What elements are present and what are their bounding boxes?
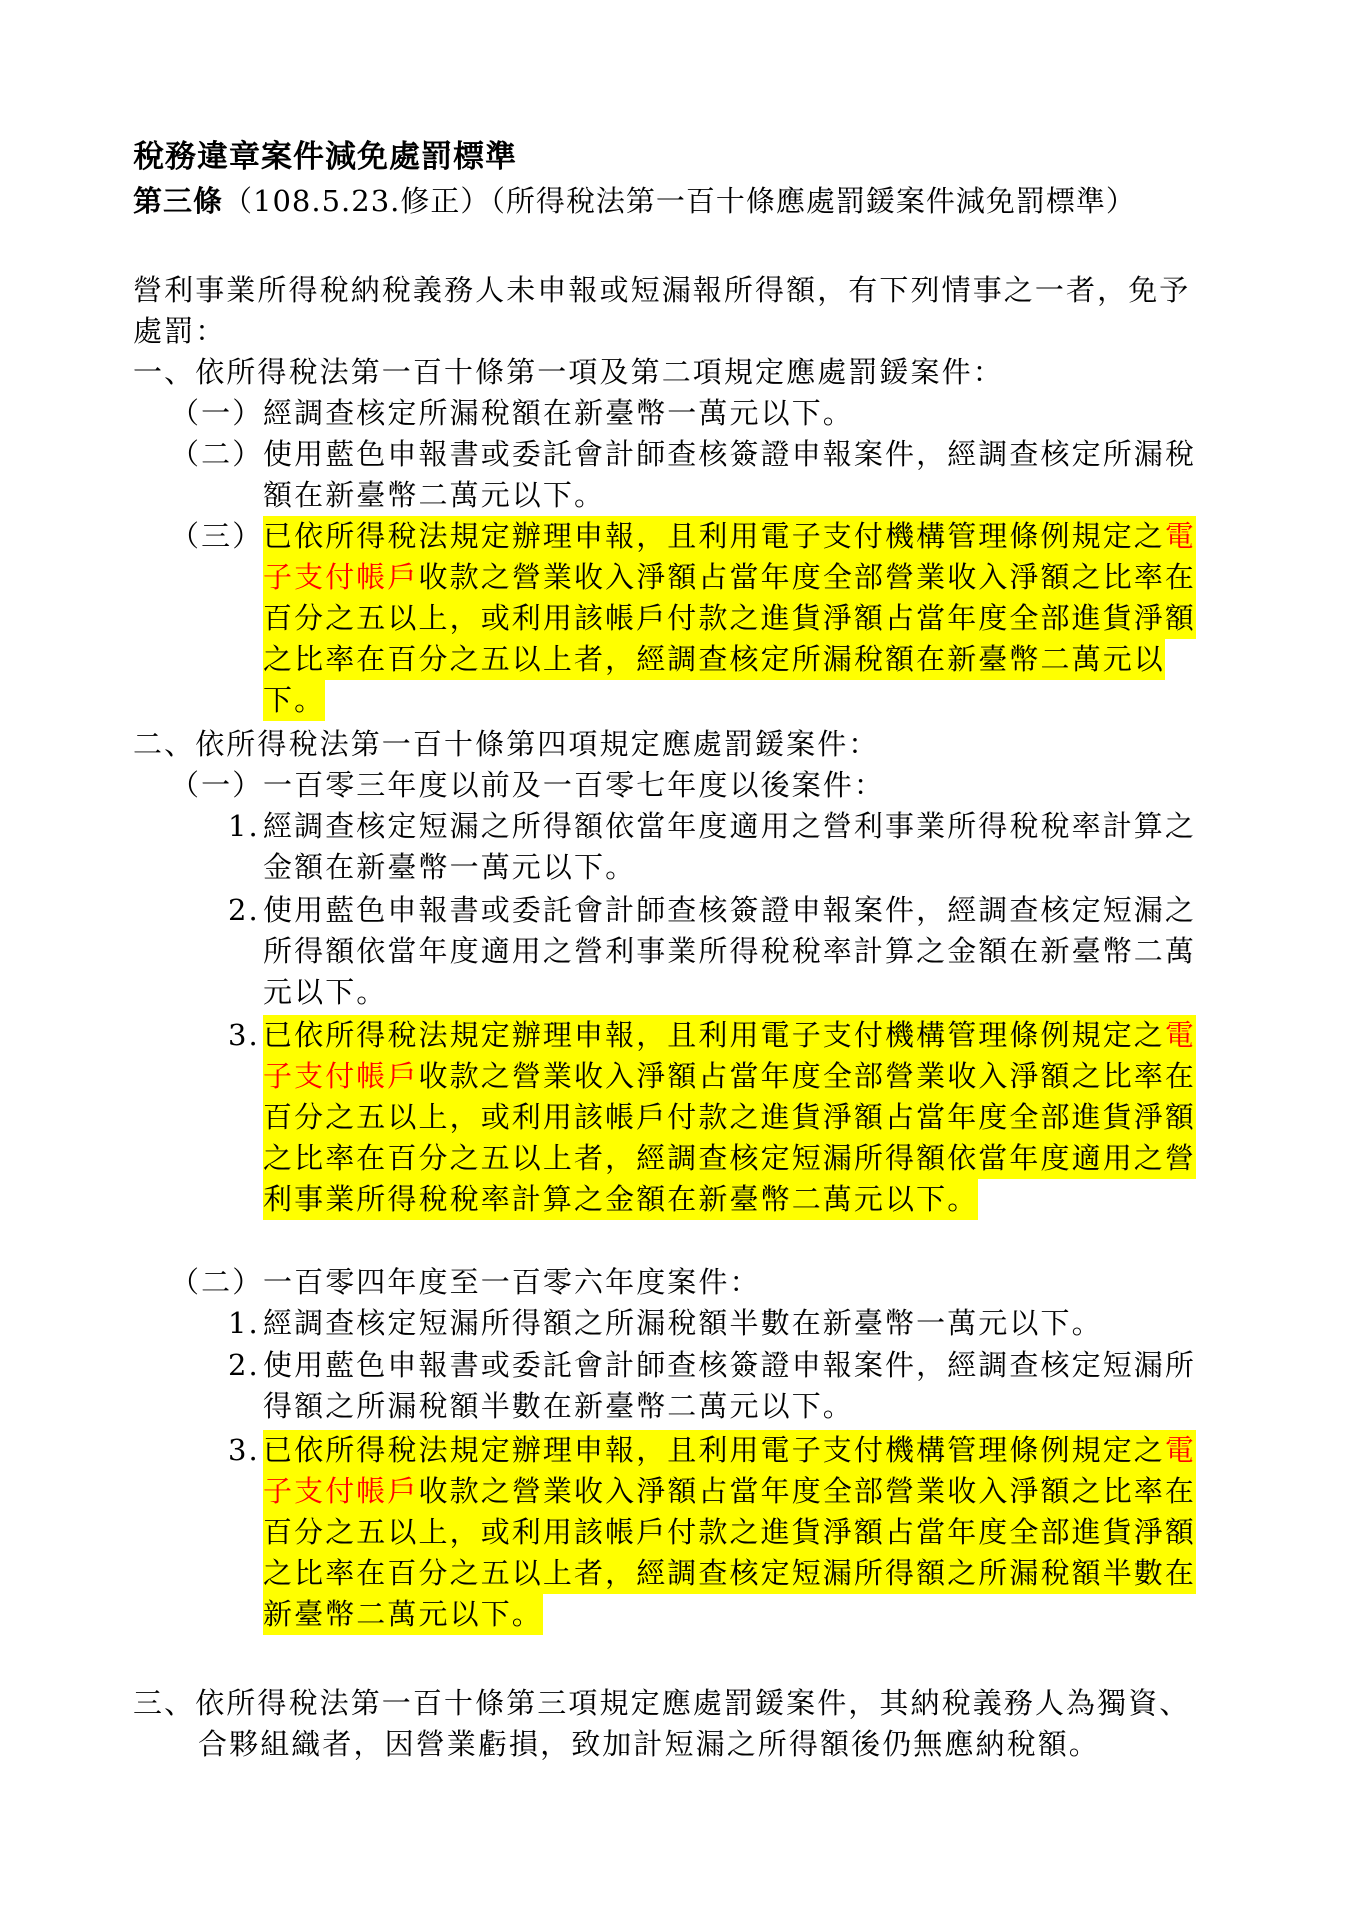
highlighted-segment: 收款之營業收入淨額占當年度全部營業收入淨額之比率在 [418, 1059, 1197, 1093]
list-item-text: 經調查核定所漏稅額在新臺幣一萬元以下。 [263, 396, 854, 430]
intro-line: 處罰： [133, 314, 227, 348]
section-text: 合夥組織者，因營業虧損，致加計短漏之所得額後仍無應納稅額。 [198, 1727, 1100, 1761]
list-item-marker: 1. [228, 809, 260, 843]
highlighted-text: 利事業所得稅稅率計算之金額在新臺幣二萬元以下。 [263, 1179, 978, 1219]
list-item-marker: 1. [228, 1306, 260, 1340]
highlighted-text [263, 557, 1196, 597]
article-date: （108.5.23.修正） [223, 184, 491, 218]
highlighted-text: 百分之五以上，或利用該帳戶付款之進貨淨額占當年度全部進貨淨額 [263, 1097, 1196, 1137]
subsection-title: 一百零三年度以前及一百零七年度以後案件： [263, 768, 886, 802]
list-item-marker: 3. [228, 1018, 260, 1052]
section-heading: 一、依所得稅法第一百十條第一項及第二項規定應處罰鍰案件： [133, 355, 1004, 389]
section-heading: 三、依所得稅法第一百十條第三項規定應處罰鍰案件，其納稅義務人為獨資、 [133, 1686, 1191, 1720]
highlighted-text: 百分之五以上，或利用該帳戶付款之進貨淨額占當年度全部進貨淨額 [263, 598, 1196, 638]
highlighted-text: 之比率在百分之五以上者，經調查核定所漏稅額在新臺幣二萬元以 [263, 639, 1165, 679]
list-item-marker: 2. [228, 893, 260, 927]
red-emphasis: 子支付帳戶 [263, 1474, 419, 1508]
list-item-marker: （一） [170, 396, 264, 430]
highlighted-text [263, 1471, 1196, 1511]
highlighted-text [263, 1015, 1196, 1055]
red-emphasis: 電 [1164, 519, 1197, 553]
document-title: 稅務違章案件減免處罰標準 [133, 139, 517, 175]
list-item-marker: （二） [170, 437, 264, 471]
red-emphasis: 電 [1164, 1018, 1197, 1052]
highlighted-text: 百分之五以上，或利用該帳戶付款之進貨淨額占當年度全部進貨淨額 [263, 1512, 1196, 1552]
list-item-marker: （三） [170, 519, 264, 553]
article-subject: （所得稅法第一百十條應處罰鍰案件減免罰標準） [490, 184, 1136, 218]
highlighted-text: 之比率在百分之五以上者，經調查核定短漏所得額之所漏稅額半數在 [263, 1553, 1196, 1593]
highlighted-text [263, 1056, 1196, 1096]
list-item-text: 金額在新臺幣一萬元以下。 [263, 850, 637, 884]
highlighted-segment: 已依所得稅法規定辦理申報，且利用電子支付機構管理條例規定之 [263, 519, 1165, 553]
list-item-text: 使用藍色申報書或委託會計師查核簽證申報案件，經調查核定短漏所 [263, 1348, 1197, 1382]
highlighted-segment: 已依所得稅法規定辦理申報，且利用電子支付機構管理條例規定之 [263, 1018, 1165, 1052]
list-item-text: 元以下。 [263, 975, 388, 1009]
highlighted-segment: 收款之營業收入淨額占當年度全部營業收入淨額之比率在 [418, 560, 1197, 594]
highlighted-text: 之比率在百分之五以上者，經調查核定短漏所得額依當年度適用之營 [263, 1138, 1196, 1178]
list-item-text: 得額之所漏稅額半數在新臺幣二萬元以下。 [263, 1389, 854, 1423]
article-heading-line [133, 181, 1136, 221]
list-item-marker: （一） [170, 768, 264, 802]
highlighted-text: 下。 [263, 680, 325, 720]
red-emphasis: 子支付帳戶 [263, 1059, 419, 1093]
highlighted-text [263, 516, 1196, 556]
list-item-text: 所得額依當年度適用之營利事業所得稅稅率計算之金額在新臺幣二萬 [263, 934, 1197, 968]
list-item-text: 使用藍色申報書或委託會計師查核簽證申報案件，經調查核定所漏稅 [263, 437, 1197, 471]
highlighted-text: 新臺幣二萬元以下。 [263, 1594, 543, 1634]
highlighted-text [263, 1430, 1196, 1470]
red-emphasis: 子支付帳戶 [263, 560, 419, 594]
highlighted-segment: 已依所得稅法規定辦理申報，且利用電子支付機構管理條例規定之 [263, 1433, 1165, 1467]
list-item-text: 經調查核定短漏所得額之所漏稅額半數在新臺幣一萬元以下。 [263, 1306, 1103, 1340]
highlighted-segment: 收款之營業收入淨額占當年度全部營業收入淨額之比率在 [418, 1474, 1197, 1508]
list-item-text: 經調查核定短漏之所得額依當年度適用之營利事業所得稅稅率計算之 [263, 809, 1197, 843]
subsection-title: 一百零四年度至一百零六年度案件： [263, 1265, 761, 1299]
list-item-marker: 3. [228, 1433, 260, 1467]
list-item-marker: 2. [228, 1348, 260, 1382]
red-emphasis: 電 [1164, 1433, 1197, 1467]
intro-line: 營利事業所得稅納稅義務人未申報或短漏報所得額，有下列情事之一者，免予 [133, 273, 1191, 307]
section-heading: 二、依所得稅法第一百十條第四項規定應處罰鍰案件： [133, 727, 880, 761]
article-number: 第三條 [133, 184, 224, 218]
list-item-text: 使用藍色申報書或委託會計師查核簽證申報案件，經調查核定短漏之 [263, 893, 1197, 927]
list-item-marker: （二） [170, 1265, 264, 1299]
list-item-text: 額在新臺幣二萬元以下。 [263, 478, 606, 512]
